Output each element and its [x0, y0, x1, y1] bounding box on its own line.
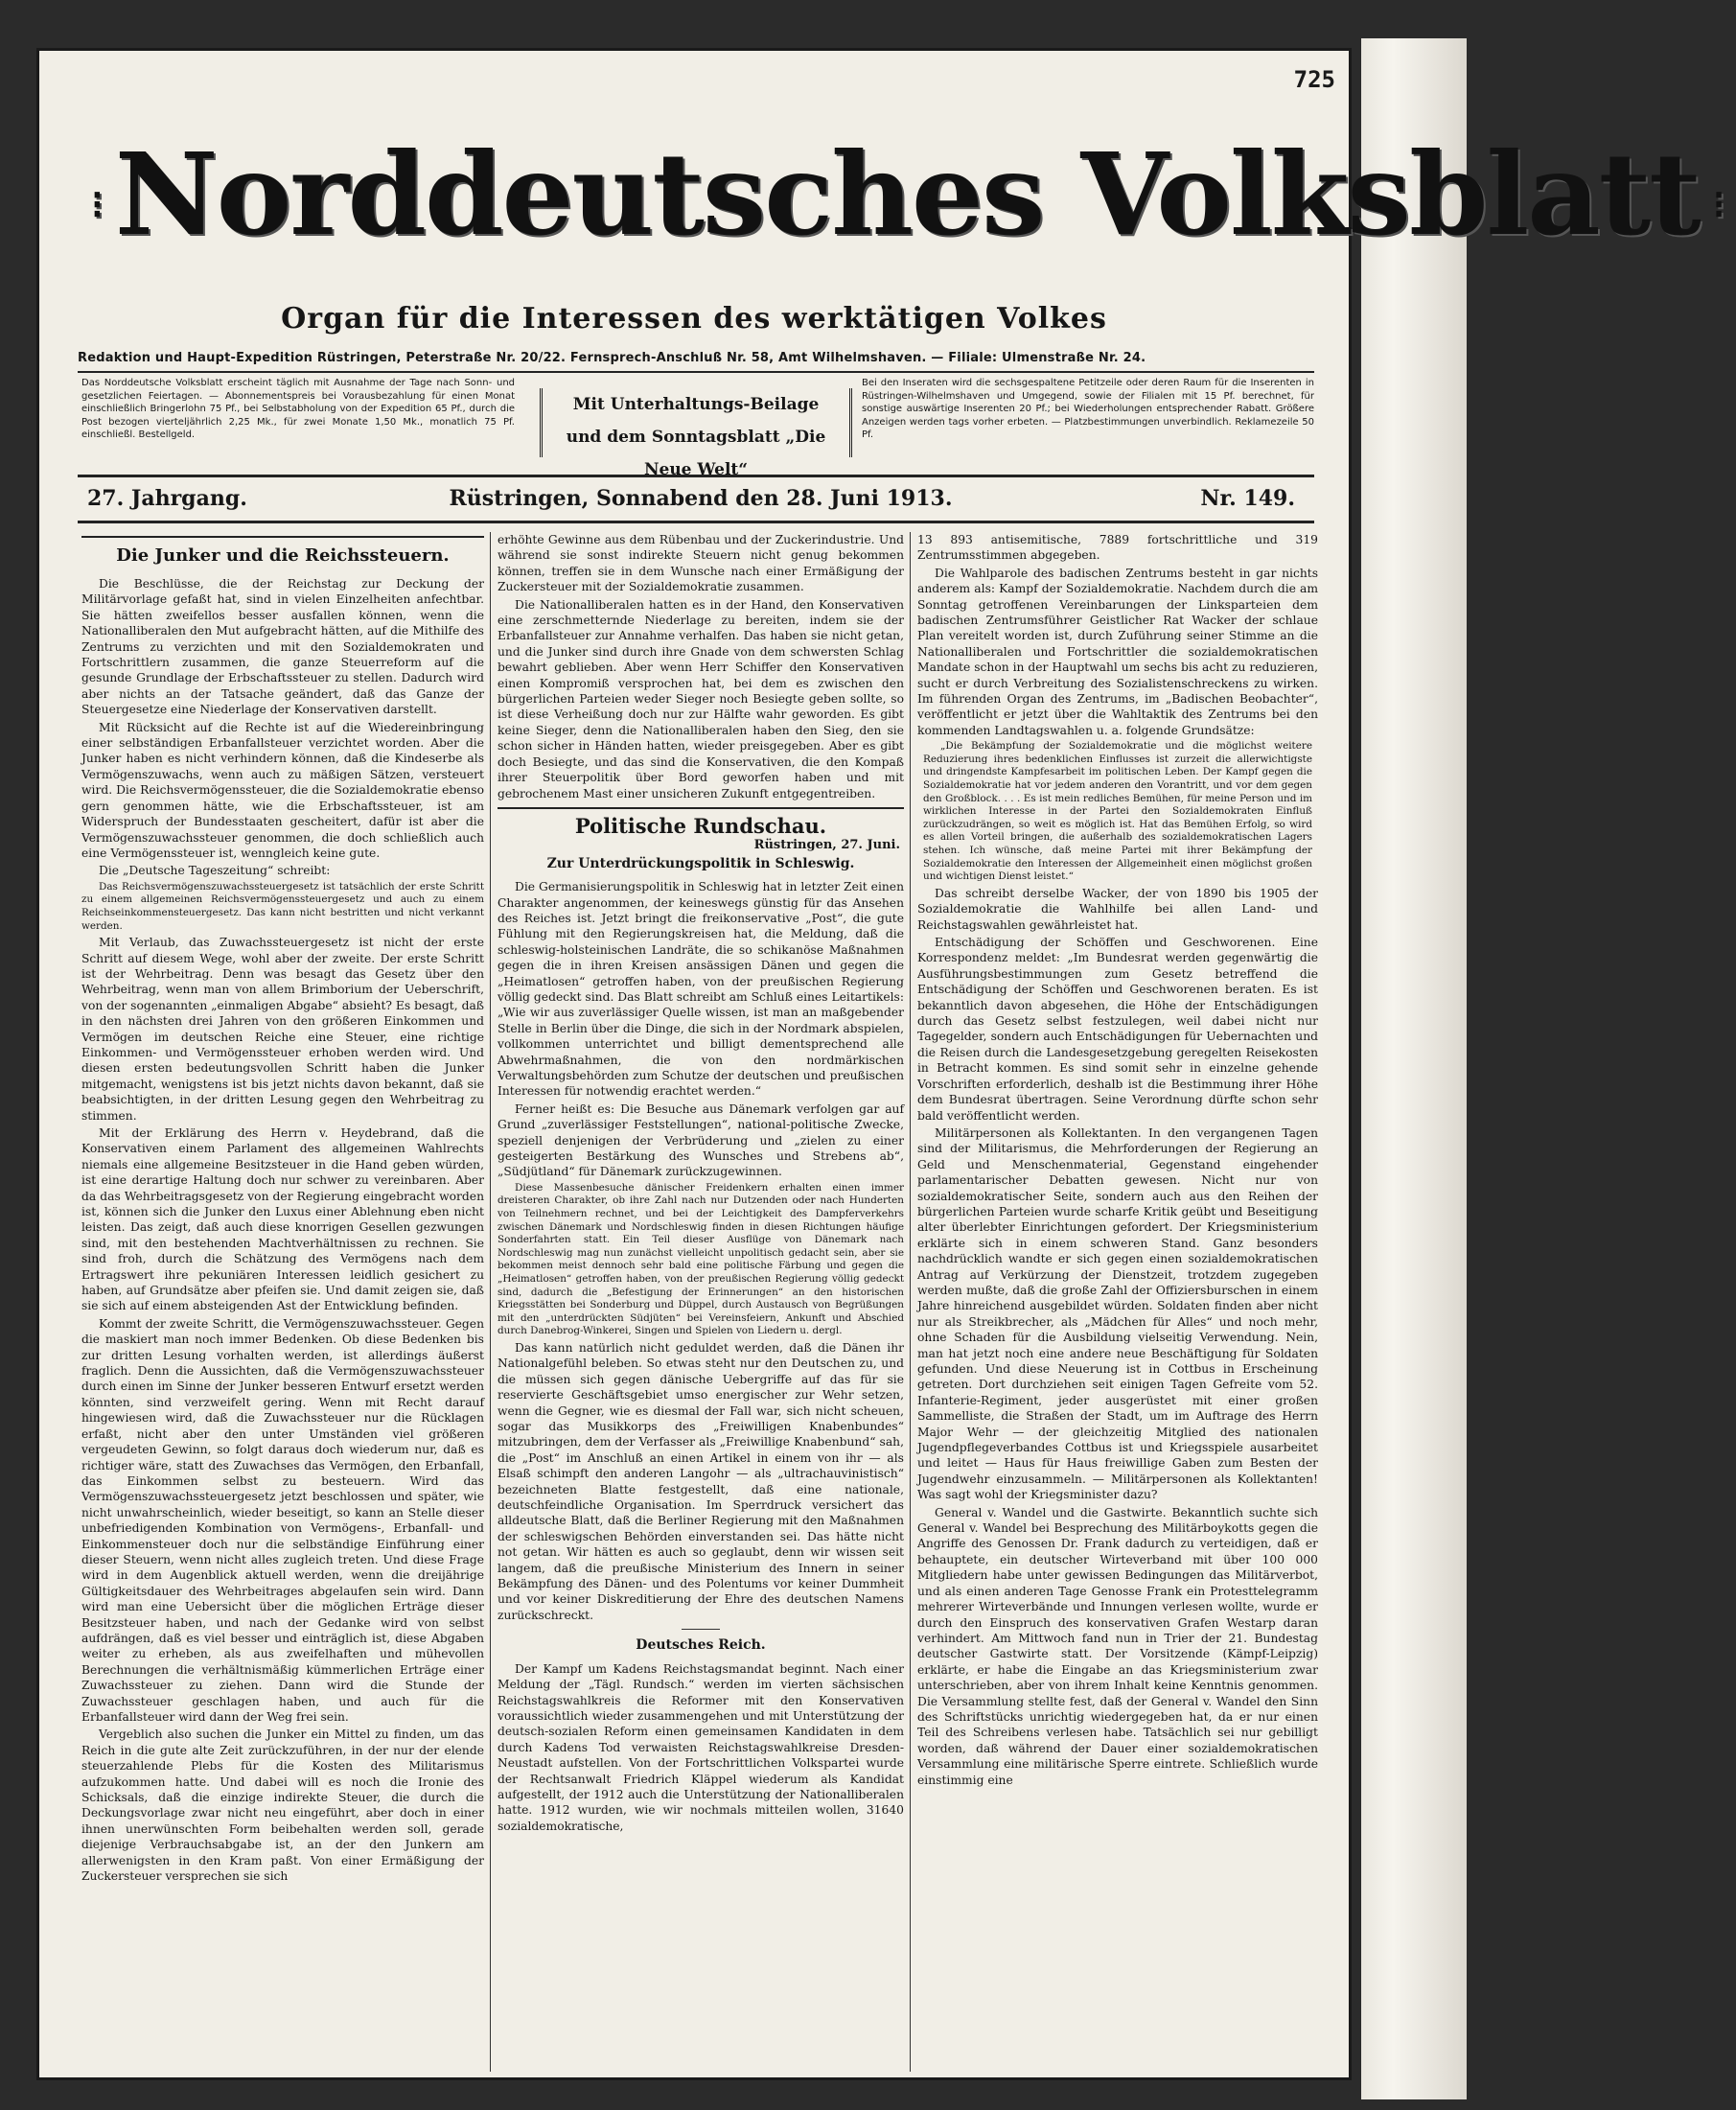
article-paragraph: Das kann natürlich nicht geduldet werden, daß die Dänen ihr Nationalgefühl beleben. So etwas steht nur den Deutschen zu, und die müssen sich gegen dänische Uebergriffe auf das für sie reservierte Geschäftsgebiet umso energischer zur Wehr setzen, wenn die Gegner, wie es diesmal der Fall war, sich nicht scheuen, sogar das Musikkorps des „Freiwilligen Knabenbundes“ mitzubringen, dem der Verfasser als „Freiwillige Knabenbund“ sah, die „Post“ im Anschluß an einen Artikel in einem von ihr — als Elsaß schimpft den anderen Langohr — als „ultrachauvinistisch“ bezeichneten Blatte festgestellt, daß eine nationale, deutschfeindliche Organisation. Im Sperrdruck versichert das alldeutsche Blatt, daß die Berliner Regierung mit den Maßnahmen der schleswigschen Behörden einverstanden sei. Das hätte nicht not getan. Wir hätten es auch so geglaubt, denn wir wissen seit langem, daß die preußische Ministerium des Innern in seiner Bekämpfung des Dänen- und des Polentums vor keiner Dummheit und vor keiner Diskreditierung der Ehre des deutschen Namens zurückschreckt.: [498, 1340, 904, 1622]
newspaper-page: [36, 48, 1724, 2080]
article-paragraph: Mit Verlaub, das Zuwachssteuergesetz ist nicht der erste Schritt auf diesem Wege, wohl aber der zweite. Der erste Schritt ist der Wehrbeitrag. Denn was besagt das Gesetz über den Wehrbeitrag, wenn man von allem Brimborium der Ueberschrift, von der sogenannten „einmaligen Abgabe“ absieht? Es besagt, daß in den nächsten drei Jahren von den größeren Einkommen und Vermögen im deutschen Reiche eine Steuer, eine richtige Einkommen- und Vermögenssteuer erhoben werden wird. Und diesen ersten bedeutungsvollen Schritt haben die Junker mitgemacht, wenigstens ist bis jetzt nichts davon bekannt, daß sie beabsichtigten, in der dritten Lesung gegen den Wehrbeitrag zu stimmen.: [81, 936, 484, 1123]
article-column-1: [81, 532, 484, 2072]
article-paragraph: Mit der Erklärung des Herrn v. Heydebrand, daß die Konservativen einem Parlament des allgemeinen Wahlrechts niemals eine allgemeine Besitzsteuer in die Hand geben würden, ist eine derartige Haltung doch nur schwer zu vereinbaren. Aber da das Wehrbeitragsgesetz von der Regierung eingebracht worden ist, können sich die Junker den Luxus einer Ablehnung eben nicht leisten. Das zeigt, daß auch diese knorrigen Gesellen gezwungen sind, mit den bestehenden Machtverhältnissen zu rechnen. Sie sind froh, durch die Schätzung des Vermögens nach dem Ertragswert ihre pekuniären Interessen leidlich gesichert zu haben, auf Grundsätze aber pfeifen sie. Und damit zeigen sie, daß sie sich auf einem absteigenden Ast der Entwicklung befinden.: [81, 1125, 484, 1313]
masthead-ornament-right-icon: ⁝: [1712, 181, 1724, 227]
adjacent-page-edge: [1361, 38, 1467, 2099]
masthead-title: Norddeutsches Volksblatt: [114, 128, 1700, 261]
article-paragraph: Entschädigung der Schöffen und Geschworenen. Eine Korrespondenz meldet: „Im Bundesrat werden gegenwärtig die Ausführungsbestimmungen zum Gesetz betreffend die Entschädigung der Schöffen und Geschworenen beraten. Es ist bekanntlich davon abgesehen, die Höhe der Entschädigungen durch das Gesetz selbst festzulegen, weil dabei nicht nur Tagegelder, sondern auch Entschädigungen für Uebernachten und die Reisen durch die Landesgesetzgebung geregelten Reisekosten in Betracht kommen. Es sind somit sehr in einzelne gehende Vorschriften erforderlich, deshalb ist die Bestimmung ihrer Höhe dem Bundesrat übertragen. Seine Verordnung dürfte schon sehr bald veröffentlicht werden.: [917, 936, 1318, 1123]
article-small-paragraph: Diese Massenbesuche dänischer Freidenkern erhalten einen immer dreisteren Charakter, ob ihre Zahl nach nur Dutzenden oder nach Hunderten von Teilnehmern rechnet, und bei der Leichtigkeit des Dampferverkehrs zwischen Dänemark und Nordschleswig finden in diesen Richtungen häufige Sonderfahrten statt. Ein Teil dieser Ausflüge von Dänemark nach Nordschleswig mag nun zunächst vielleicht unpolitisch gedacht sein, aber sie bekommen meist dennoch sehr bald eine politische Färbung und gegen die „Heimatlosen“ getroffen haben, von der preußischen Regierung völlig gedeckt sind, dadurch die „Befestigung der Erinnerungen“ an den historischen Kriegsstätten bei Sonderburg und Düppel, durch Austausch von Begrüßungen mit den „unterdrückten Südjüten“ bei Vereinsfeiern, Ankunft und Abschied durch Danebrog-Winkerei, Singen und Spielen von Liedern u. dergl.: [498, 1181, 904, 1337]
volume-year: 27. Jahrgang.: [87, 486, 247, 511]
column-divider: [490, 532, 491, 2072]
header-rule-mid: [78, 475, 1314, 477]
issue-date: Rüstringen, Sonnabend den 28. Juni 1913.: [449, 486, 953, 511]
article-paragraph: Vergeblich also suchen die Junker ein Mittel zu finden, um das Reich in die gute alte Zeit zurückzuführen, in der nur der elende steuerzahlende Plebs für die Kosten des Militarismus aufzukommen hatte. Und dabei will es noch die Ironie des Schicksals, daß die einzige indirekte Steuer, die durch die Deckungsvorlage zwar nicht neu eingeführt, aber doch in einer ihnen unerwünschten Form beibehalten werden soll, gerade diejenige Verbrauchsabgabe ist, an der den Junkern am allerwenigsten in den Kram paßt. Von einer Ermäßigung der Zuckersteuer versprechen sie sich: [81, 1727, 484, 1884]
article-paragraph: General v. Wandel und die Gastwirte. Bekanntlich suchte sich General v. Wandel bei Besprechung des Militärboykotts gegen die Angriffe des Genossen Dr. Frank dadurch zu verteidigen, daß er behauptete, ein deutscher Wirteverband mit über 100 000 Mitgliedern habe unter gewissen Bedingungen das Militärverbot, und als einen anderen Tage Genosse Frank ein Protesttelegramm mehrerer Wirteverbände und Innungen verlesen wollte, wurde er durch den Einspruch des konservativen Grafen Westarp daran verhindert. Am Mittwoch fand nun in Trier der 21. Bundestag deutscher Gastwirte statt. Der Vorsitzende (Kämpf-Leipzig) erklärte, er habe die Eingabe an das Kriegsministerium zwar unterschrieben, aber von ihrem Inhalt keine Kenntnis genommen. Die Versammlung stellte fest, daß der General v. Wandel den Sinn des Schriftstücks unrichtig wiedergegeben hat, da er nur einen Teil des Schreibens verlesen habe. Tatsächlich sei nur gebilligt worden, daß während der Dauer einer sozialdemokratischen Versammlung eine militärische Sperre eintrete. Schließlich wurde einstimmig eine: [917, 1505, 1318, 1787]
article-column-3: [917, 532, 1318, 2072]
short-rule: [682, 1629, 720, 1630]
article-paragraph: Die „Deutsche Tageszeitung“ schreibt:: [99, 864, 331, 878]
article-paragraph: Ferner heißt es: Die Besuche aus Dänemark verfolgen gar auf Grund „zuverlässiger Feststellungen“, national-politische Zwecke, speziell denjenigen der Verbrüderung und „zielen zu einer gesteigerten Bestärkung des Wunsches und Strebens ab“, „Südjütland“ für Dänemark zurückzugewinnen.: [498, 1101, 904, 1179]
article-headline: Die Junker und die Reichssteuern.: [81, 536, 484, 567]
place-date: Rüstringen, 27. Juni.: [753, 838, 900, 853]
article-paragraph: Das schreibt derselbe Wacker, der von 1890 bis 1905 der Sozialdemokratie die Wahlhilfe bei allen Land- und Reichstagswahlen gewährleistet hat.: [917, 886, 1318, 932]
article-paragraph: erhöhte Gewinne aus dem Rübenbau und der Zuckerindustrie. Und während sie sonst indirekte Steuern nicht genug bekommen können, treffen sie in dem Wunsche nach einer Ermäßigung der Zuckersteuer mit der Sozialdemokratie zusammen.: [498, 533, 904, 594]
article-paragraph: Die Germanisierungspolitik in Schleswig hat in letzter Zeit einen Charakter angenommen, der keineswegs günstig für das Ansehen des Reiches ist. Jetzt bringt die freikonservative „Post“, die gute Fühlung mit den Regierungskreisen hat, die Meldung, daß die schleswig-holsteinischen Landräte, die so schikanöse Maßnahmen gegen die in ihren Kreisen ansässigen Dänen und gegen die „Heimatlosen“ getroffen haben, von der preußischen Regierung völlig gedeckt sind. Das Blatt schreibt am Schluß eines Leitartikels: „Wie wir aus zuverlässiger Quelle wissen, ist man an maßgebender Stelle in Berlin über die Dinge, die sich in der Nordmark abspielen, vollkommen unterrichtet und billigt dementsprechend alle Abwehrmaßnahmen, die von den nordmärkischen Verwaltungsbehörden zum Schutze der deutschen und preußischen Interessen für notwendig erachtet werden.“: [498, 880, 904, 1099]
article-subheading: Zur Unterdrückungspolitik in Schleswig.: [546, 855, 855, 871]
article-quote: „Die Bekämpfung der Sozialdemokratie und die möglichst weitere Reduzierung ihres bedenklichen Einflusses ist zurzeit die allerwichtigste und dringendste Kampfesarbeit im politischen Leben. Der Kampf gegen die Sozialdemokratie hat vor jedem anderen den Vorantritt, und vor dem gegen den Großblock. . . . Es ist mein redliches Bemühen, für meine Person und im wirklichen Interesse in der Partei den Sozialdemokraten Einfluß zurückzudrängen, so weit es möglich ist. Hat das Bemühen Erfolg, so wird es allen Vorteil bringen, die außerhalb des sozialdemokratischen Lagers stehen. Ich wünsche, daß meine Partei mit ihrer Bekämpfung der Sozialdemokratie den Interessen der Allgemeinheit einen möglichst großen und wichtigen Dienst leistet.“: [923, 740, 1312, 883]
masthead: [78, 89, 1724, 300]
supplement-line-2: und dem Sonntagsblatt „Die Neue Welt“: [566, 428, 826, 479]
section-heading: Politische Rundschau.: [498, 807, 904, 834]
advertising-info: Bei den Inseraten wird die sechsgespaltene Petitzeile oder deren Raum für die Inserenten in Rüstringen-Wilhelmshaven und Umgegend, sowie der Filialen mit 15 Pf. berechnet, für sonstige auswärtige Inserenten 20 Pf.; bei Wiederholungen entsprechender Rabatt. Größere Anzeigen werden tags vorher erbeten. — Platzbestimmungen unverbindlich. Reklamezeile 50 Pf.: [862, 378, 1314, 440]
header-rule-bottom: [78, 521, 1314, 523]
supplement-box: [540, 388, 852, 479]
dateline: [87, 482, 1314, 515]
article-paragraph: Kommt der zweite Schritt, die Vermögenszuwachssteuer. Gegen die maskiert man noch immer Bedenken. Ob diese Bedenken bis zur dritten Lesung vorhalten werden, ist allerdings äußerst fraglich. Denn die Aussichten, daß die Vermögenszuwachssteuer durch einen im Sinne der Junker besseren Entwurf ersetzt werden könnten, sind verzweifelt gering. Wenn mit Recht darauf hingewiesen wird, daß die Zuwachssteuer nur die Rücklagen erfaßt, nicht aber den unter Umständen viel größeren vergeudeten Gewinn, so folgt daraus doch wiederum nur, daß es richtiger wäre, statt des Zuwachses das Vermögen, den Erbanfall, das Einkommen selbst zu besteuern. Wird das Vermögenszuwachssteuergesetz jetzt beschlossen und später, wie nicht unwahrscheinlich, wieder beseitigt, so kann an Stelle dieser unbefriedigenden Kombination von Vermögens-, Erbanfall- und Einkommensteuer doch nur die selbständige Einführung einer dieser Steuern, wenn nicht alles zugleich treten. Und diese Frage wird in dem Augenblick aktuell werden, wenn die dreijährige Gültigkeitsdauer des Wehrbeitrages abgelaufen sein wird. Dann wird man eine Uebersicht über die möglichen Erträge dieser Besitzsteuer haben, und nach der Gedanke wird von selbst aufdrängen, daß es viel besser und einträglich ist, diese Abgaben weiter zu erheben, als aus zweifelhaften und mühevollen Berechnungen die verhältnismäßig kümmerlichen Erträge einer Zuwachssteuer zu ziehen. Dann wird die Stunde der Zuwachssteuer geschlagen haben, und auch für die Erbanfallsteuer wird dann der Weg frei sein.: [81, 1316, 484, 1724]
address-line: Redaktion und Haupt-Expedition Rüstringen, Peterstraße Nr. 20/22. Fernsprech-Anschluß Nr. 58, Amt Wilhelmshaven. — Filiale: Ulmenstraße Nr. 24.: [78, 351, 1146, 365]
section-subheading: Deutsches Reich.: [636, 1637, 766, 1654]
article-paragraph: Die Wahlparole des badischen Zentrums besteht in gar nichts anderem als: Kampf der Sozialdemokratie. Nachdem durch die am Sonntag getroffenen Vereinbarungen der Linksparteien dem badischen Zentrumsführer Geistlicher Rat Wacker der schlaue Plan vereitelt worden ist, durch Zuführung seiner Stimme an die Nationalliberalen und Fortschrittler die sozialdemokratischen Mandate schon in der Hauptwahl um sechs bis acht zu reduzieren, sucht er durch Verbreitung des Sozialistenschreckens zu wirken. Im führenden Organ des Zentrums, im „Badischen Beobachter“, veröffentlicht er jetzt über die Wahltaktik des Zentrums bei den kommenden Landtagswahlen u. a. folgende Grundsätze:: [917, 566, 1318, 737]
article-paragraph: Die Beschlüsse, die der Reichstag zur Deckung der Militärvorlage gefaßt hat, sind in vielen Einzelheiten anfechtbar. Sie hätten zweifellos besser ausfallen können, wenn die Nationalliberalen den Mut aufgebracht hätten, auf die Mithilfe des Zentrums zu verzichten und mit den Sozialdemokraten und Fortschrittlern zusammen, die ganze Steuerreform auf die gesunde Grundlage der Erbschaftssteuer zu stellen. Dadurch wird aber nichts an der Tatsache geändert, daß das Ganze der Steuergesetze eine Niederlage der Konservativen darstellt.: [81, 577, 484, 717]
column-divider: [910, 532, 911, 2072]
article-paragraph: 13 893 antisemitische, 7889 fortschrittliche und 319 Zentrumsstimmen abgegeben.: [917, 533, 1318, 563]
subscription-info: Das Norddeutsche Volksblatt erscheint täglich mit Ausnahme der Tage nach Sonn- und gesetzlichen Feiertagen. — Abonnementspreis bei Vorausbezahlung für einen Monat einschließlich Bringerlohn 75 Pf., bei Selbstabholung von der Expedition 65 Pf., durch die Post bezogen vierteljährlich 2,25 Mk., für zwei Monate 1,50 Mk., monatlich 75 Pf. einschließl. Bestellgeld.: [81, 378, 515, 440]
article-paragraph: Militärpersonen als Kollektanten. In den vergangenen Tagen sind der Militarismus, die Mehrforderungen der Regierung an Geld und Menschenmaterial, Gegenstand eingehender parlamentarischer Debatten gewesen. Nicht nur von sozialdemokratischer Seite, sondern auch aus den Reihen der bürgerlichen Parteien wurde scharfe Kritik geübt und Beseitigung alter überlebter Einrichtungen gefordert. Der Kriegsministerium erklärte sich in einem schweren Stand. Ganz besonders nachdrücklich wandte er sich gegen einen sozialdemokratischen Antrag auf Verkürzung der Dienstzeit, trotzdem zugegeben werden mußte, daß die große Zahl der Offiziersburschen in einem Jahre hinreichend ausgebildet würden. Soldaten finden aber nicht nur als Streikbrecher, als „Mädchen für Alles“ und noch mehr, ohne Schaden für die Ausbildung vielseitig Verwendung. Nein, man hat jetzt noch eine andere neue Beschäftigung für Soldaten gefunden. Und diese Neuerung ist in Cottbus in Erscheinung getreten. Dort durchziehen seit einigen Tagen Gefreite vom 52. Infanterie-Regiment, jeder ausgerüstet mit einer großen Sammelliste, die Straßen der Stadt, um im Auftrage des Herrn Major Wehr — der gleichzeitig Mitglied des nationalen Jugendpflegeverbandes Cottbus ist und Kriegsspiele ausarbeitet und leitet — Haus für Haus freiwillige Gaben zum Besten der Jugendwehr einzusammeln. — Militärpersonen als Kollektanten! Was sagt wohl der Kriegsminister dazu?: [917, 1125, 1318, 1502]
article-paragraph: Die Nationalliberalen hatten es in der Hand, den Konservativen eine zerschmetternde Niederlage zu bereiten, indem sie der Erbanfallsteuer zur Annahme verhalfen. Das haben sie nicht getan, und die Junker sind durch ihre Gnade von dem schwersten Schlag bewahrt geblieben. Aber wenn Herr Schiffer den Konservativen einen Kompromiß versprochen hat, bei dem es zwischen den bürgerlichen Parteien weder Sieger noch Besiegte geben sollte, so ist diese Verheißung doch nur zur Hälfte wahr geworden. Es gibt keine Sieger, denn die Nationalliberalen haben den Sieg, den sie schon sicher in Händen hatten, wieder preisgegeben. Aber es gibt doch Besiegte, und das sind die Konservativen, die den Kompaß ihrer Steuerpolitik über Bord geworfen haben und mit gebrochenem Mast einer unsicheren Zukunft entgegentreiben.: [498, 597, 904, 800]
article-quote: Das Reichsvermögenszuwachssteuergesetz ist tatsächlich der erste Schritt zu einem allgemeinen Reichsvermögenssteuergesetz und auch zu einem Reichseinkommensteuergesetz. Das kann nicht bestritten und nicht verkannt werden.: [81, 880, 484, 932]
issue-number: Nr. 149.: [1200, 486, 1295, 511]
article-paragraph: Mit Rücksicht auf die Rechte ist auf die Wiedereinbringung einer selbständigen Erbanfallsteuer verzichtet worden. Aber die Junker haben es nicht verhindern können, daß die Kindeserbe als Vermögenszuwachs, wenn auch zu mäßigen Sätzen, versteuert wird. Die Reichsvermögenssteuer, die die Sozialdemokratie ebenso gern genommen hätte, wie die Erbschaftssteuer, ist am Widerspruch der Bundesstaaten gescheitert, dafür ist aber die Vermögenszuwachssteuer genommen, die doch schließlich auch eine Vermögenssteuer ist, wenngleich keine gute.: [81, 720, 484, 860]
article-paragraph: Der Kampf um Kadens Reichstagsmandat beginnt. Nach einer Meldung der „Tägl. Rundsch.“ werden im vierten sächsischen Reichstagswahlkreis die Reformer mit den Konservativen voraussichtlich wieder zusammengehen und mit Unterstützung der deutsch-sozialen Reform einen gemeinsamen Kandidaten in dem durch Kadens Tod verwaisten Reichstagswahlkreise Dresden-Neustadt aufstellen. Von der Fortschrittlichen Volkspartei wurde der Rechtsanwalt Friedrich Kläppel wiederum als Kandidat aufgestellt, der 1912 auch die Unterstützung der Nationalliberalen hatte. 1912 wurden, wie wir nochmals mitteilen wollen, 31640 sozialdemokratische,: [498, 1661, 904, 1833]
masthead-ornament-left-icon: ⁝: [91, 181, 102, 227]
subtitle: Organ für die Interessen des werktätigen Volkes: [281, 302, 1107, 336]
header-rule-top: [78, 371, 1314, 373]
article-column-2: [498, 532, 904, 2072]
supplement-line-1: Mit Unterhaltungs-Beilage: [572, 395, 820, 414]
page-number: 725: [1293, 66, 1335, 93]
